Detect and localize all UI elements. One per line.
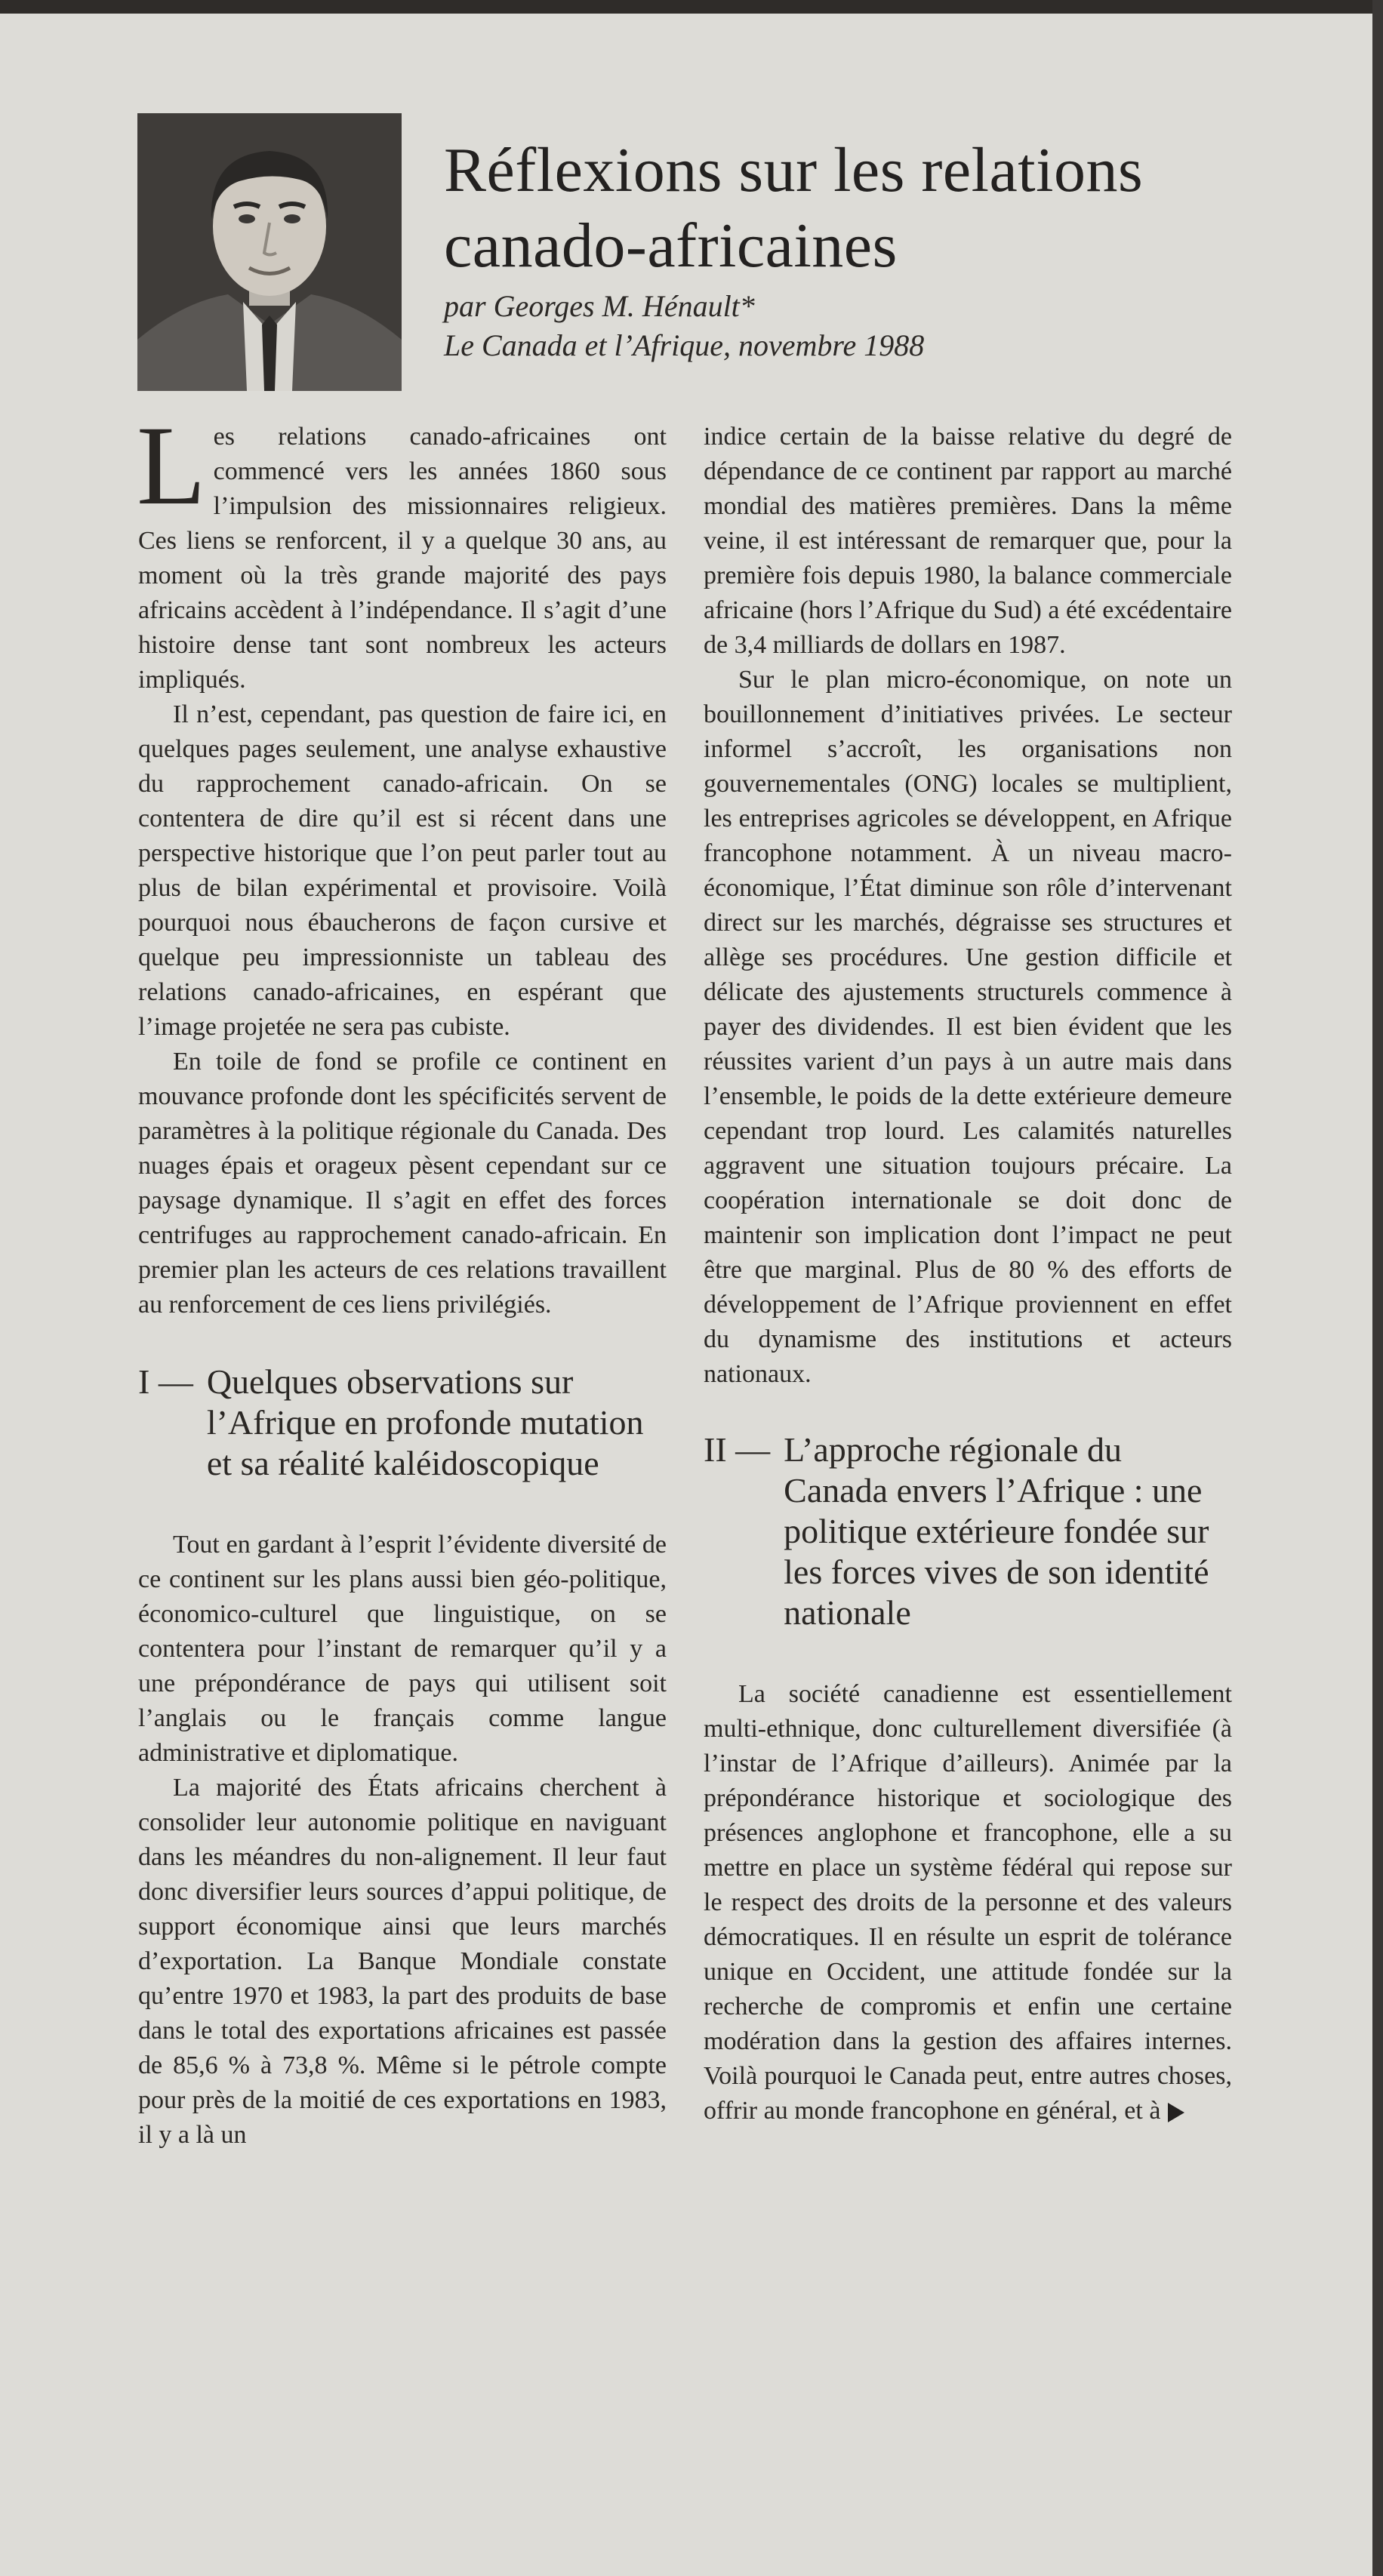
article-title: Réflexions sur les relations canado-africaines bbox=[444, 135, 1144, 282]
section-title: L’approche régionale du Canada envers l’Afrique : une politique extérieure fondée sur les forces vives de son identité nationale bbox=[784, 1430, 1209, 1632]
paragraph bbox=[704, 1677, 1232, 2128]
paragraph-text: La société canadienne est essentiellement multi-ethnique, donc culturellement diversifiée (à l’instar de l’Afrique d’ailleurs). Animée par la prépondérance historique et sociologique des présences anglophone et francophone, elle a su mettre en place un système fédéral qui repose sur le respect des droits de la personne et des valeurs démocratiques. Il en résulte un esprit de tolérance unique en Occident, une attitude fondée sur la recherche de compromis et enfin une certaine modération dans la gestion des affaires internes. Voilà pourquoi le Canada peut, entre autres choses, offrir au monde francophone en général, et à bbox=[704, 1680, 1232, 2125]
paragraph: indice certain de la baisse relative du degré de dépendance de ce continent par rapport au marché mondial des matières premières. Dans la même veine, il est intéressant de remarquer que, pour la première fois depuis 1980, la balance commerciale africaine (hors l’Afrique du Sud) a été excédentaire de 3,4 milliards de dollars en 1987. bbox=[704, 423, 1232, 659]
paragraph: Tout en gardant à l’esprit l’évidente diversité de ce continent sur les plans aussi bien géo-politique, économico-culturel que linguistique, on se contentera pour l’instant de remarquer qu’il y a une prépondérance de pays qui utilisent soit l’anglais ou le français comme langue administrative et diplomatique. bbox=[138, 1531, 667, 1767]
page-edge bbox=[1372, 0, 1383, 2576]
paragraph-text: es relations canado-africaines ont commencé vers les années 1860 sous l’impulsion des missionnaires religieux. Ces liens se renforcent, il y a quelque 30 ans, au moment où la très grande majorité des pays africains accèdent à l’indépendance. Il s’agit d’une histoire dense tant sont nombreux les acteurs impliqués. bbox=[138, 423, 667, 694]
section-number: I — bbox=[138, 1362, 193, 1401]
author-photo bbox=[137, 113, 402, 391]
drop-cap: L bbox=[137, 403, 206, 528]
section-number: II — bbox=[704, 1430, 771, 1469]
right-column bbox=[704, 420, 1232, 2128]
source-line: Le Canada et l’Afrique, novembre 1988 bbox=[444, 328, 925, 362]
paragraph: Sur le plan micro-économique, on note un bouillonnement d’initiatives privées. Le secteur informel s’accroît, les organisations non gouvernementales (ONG) locales se multiplient, les entreprises agricoles se développent, en Afrique francophone notamment. À un niveau macro-économique, l’État diminue son rôle d’intervenant direct sur les marchés, dégraisse ses structures et allège ses procédures. Une gestion difficile et délicate des ajustements structurels commence à payer des dividendes. Il est bien évident que les réussites varient d’un pays à un autre mais dans l’ensemble, le poids de la dette extérieure demeure cependant trop lourd. Les calamités naturelles aggravent une situation toujours précaire. La coopération internationale se doit donc de maintenir son implication dont l’impact ne peut être que marginal. Plus de 80 % des efforts de développement de l’Afrique proviennent en effet du dynamisme des institutions et acteurs nationaux. bbox=[704, 666, 1232, 1388]
byline-block bbox=[444, 287, 1274, 365]
paragraph bbox=[137, 403, 667, 697]
author-line: par Georges M. Hénault* bbox=[444, 289, 755, 323]
section-heading bbox=[704, 1430, 1232, 1633]
author-portrait-icon bbox=[137, 113, 402, 391]
paragraph: La majorité des États africains cherchent à consolider leur autonomie politique en naviguant dans les méandres du non-alignement. Il leur faut donc diversifier leurs sources d’appui politique, de support économique ainsi que leurs marchés d’exportation. La Banque Mondiale constate qu’entre 1970 et 1983, la part des produits de base dans le total des exportations africaines est passée de 85,6 % à 73,8 %. Même si le pétrole compte pour près de la moitié de ces exportations en 1983, il y a là un bbox=[138, 1774, 667, 2149]
left-column bbox=[137, 403, 667, 2153]
paragraph: Il n’est, cependant, pas question de faire ici, en quelques pages seulement, une analyse exhaustive du rapprochement canado-africain. On se contentera de dire qu’il est si récent dans une perspective historique que l’on peut parler tout au plus de bilan expérimental et provisoire. Voilà pourquoi nous ébaucherons de façon cursive et quelque peu impressionniste un tableau des relations canado-africaines, en espérant que l’image projetée ne sera pas cubiste. bbox=[138, 700, 667, 1041]
section-heading bbox=[138, 1362, 667, 1484]
paragraph: En toile de fond se profile ce continent en mouvance profonde dont les spécificités servent de paramètres à la politique régionale du Canada. Des nuages épais et orageux pèsent cependant sur ce paysage dynamique. Il s’agit en effet des forces centrifuges au rapprochement canado-africain. En premier plan les acteurs de ces relations travaillent au renforcement de ces liens privilégiés. bbox=[138, 1048, 667, 1319]
continue-arrow-icon bbox=[1168, 2103, 1184, 2122]
section-title: Quelques observations sur l’Afrique en profonde mutation et sa réalité kaléidoscopique bbox=[206, 1362, 644, 1482]
